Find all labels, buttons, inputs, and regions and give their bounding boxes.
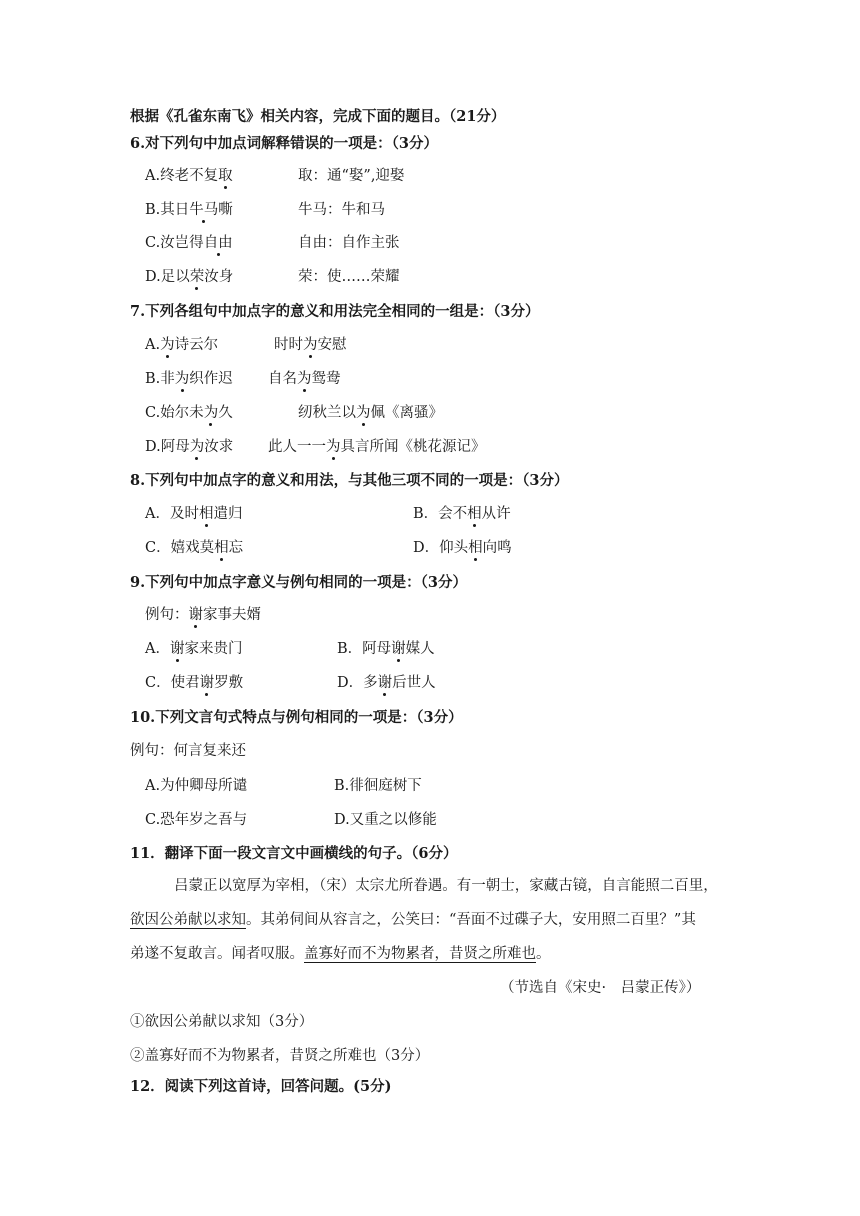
q9-stem: 9.下列句中加点字意义与例句相同的一项是：（3分） xyxy=(130,574,467,591)
q11-subquestion-1: ①欲因公弟献以求知（3分） xyxy=(130,1014,314,1030)
q7-option-b-right: 自名为鸳鸯 xyxy=(268,371,341,387)
q11-passage-line3: 弟遂不复敢言。闻者叹服。盖寡好而不为物累者，昔贤之所难也。 xyxy=(130,946,551,962)
q11-passage-line2: 欲因公弟献以求知。其弟伺间从容言之，公笑曰：“吾面不过碟子大，安用照二百里？”其 xyxy=(130,912,696,928)
q10-example: 例句：何言复来还 xyxy=(130,743,246,759)
q6-stem: 6.对下列句中加点词解释错误的一项是：（3分） xyxy=(130,135,438,152)
q10-option-b: B.徘徊庭树下 xyxy=(334,778,422,794)
q7-option-a-left: A.为诗云尔 xyxy=(145,337,219,353)
q10-option-d: D.又重之以修能 xyxy=(334,812,437,828)
q12-stem: 12．阅读下列这首诗，回答问题。(5分) xyxy=(130,1078,392,1095)
q6-gloss-a: 取：通“娶”,迎娶 xyxy=(298,168,405,184)
q7-option-c-left: C.始尔未为久 xyxy=(145,405,233,421)
section-intro: 根据《孔雀东南飞》相关内容，完成下面的题目。（21分） xyxy=(130,108,506,125)
q6-gloss-c: 自由：自作主张 xyxy=(298,235,400,251)
q6-option-d: D.足以荣汝身 xyxy=(145,269,234,285)
q6-option-c: C.汝岂得自由 xyxy=(145,235,233,251)
q9-option-a: A．谢家来贵门 xyxy=(145,641,243,657)
q11-source: （节选自《宋史· 吕蒙正传》） xyxy=(500,980,701,996)
q8-option-d: D．仰头相向鸣 xyxy=(413,540,512,556)
q8-option-a: A．及时相遣归 xyxy=(145,506,243,522)
underlined-sentence-1: 欲因公弟献以求知 xyxy=(130,912,246,928)
q9-option-b: B．阿母谢媒人 xyxy=(337,641,435,657)
q10-option-a: A.为仲卿母所谴 xyxy=(145,778,248,794)
q7-option-b-left: B.非为织作迟 xyxy=(145,371,233,387)
q11-stem: 11．翻译下面一段文言文中画横线的句子。（6分） xyxy=(130,845,458,862)
q10-stem: 10.下列文言句式特点与例句相同的一项是：（3分） xyxy=(130,709,463,726)
q11-passage-line1: 吕蒙正以宽厚为宰相，（宋）太宗尤所眷遇。有一朝士，家藏古镜，自言能照二百里， xyxy=(174,878,718,894)
q9-option-d: D．多谢后世人 xyxy=(337,675,436,691)
q11-subquestion-2: ②盖寡好而不为物累者，昔贤之所难也（3分） xyxy=(130,1048,430,1064)
q8-option-c: C．嬉戏莫相忘 xyxy=(145,540,244,556)
q9-option-c: C．使君谢罗敷 xyxy=(145,675,244,691)
q7-option-a-right: 时时为安慰 xyxy=(274,337,347,353)
q6-gloss-b: 牛马：牛和马 xyxy=(298,202,385,218)
q7-stem: 7.下列各组句中加点字的意义和用法完全相同的一组是：（3分） xyxy=(130,303,540,320)
q8-stem: 8.下列句中加点字的意义和用法，与其他三项不同的一项是：（3分） xyxy=(130,472,569,489)
q6-gloss-d: 荣：使……荣耀 xyxy=(298,269,400,285)
q6-option-a: A.终老不复取 xyxy=(145,168,233,184)
q7-option-d-left: D.阿母为汝求 xyxy=(145,439,234,455)
underlined-sentence-2: 盖寡好而不为物累者，昔贤之所难也 xyxy=(304,946,536,962)
q10-option-c: C.恐年岁之吾与 xyxy=(145,812,248,828)
q7-option-d-right: 此人一一为具言所闻《桃花源记》 xyxy=(268,439,486,455)
q7-option-c-right: 纫秋兰以为佩《离骚》 xyxy=(298,405,443,421)
q9-example: 例句：谢家事夫婿 xyxy=(145,607,261,623)
q6-option-b: B.其日牛马嘶 xyxy=(145,202,233,218)
q8-option-b: B．会不相从许 xyxy=(413,506,511,522)
